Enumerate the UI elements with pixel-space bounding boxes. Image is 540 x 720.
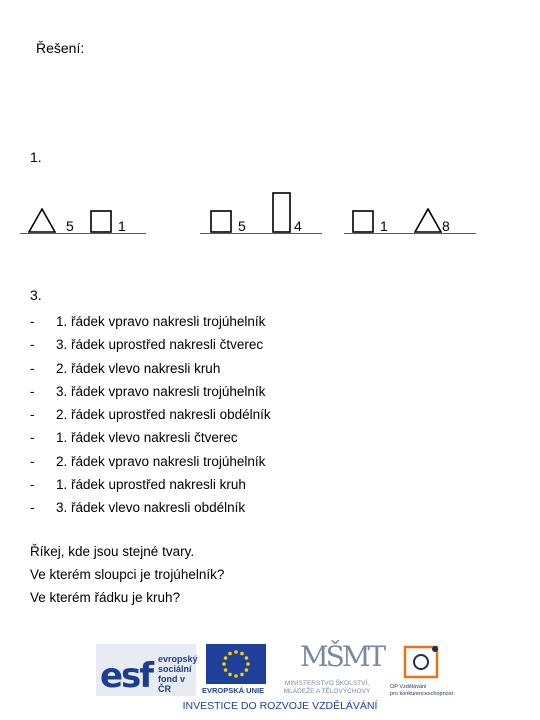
list-dash: - bbox=[30, 337, 35, 353]
instruction-text: 1. řádek uprostřed nakresli kruh bbox=[56, 477, 246, 493]
footer-logos bbox=[90, 638, 470, 718]
task-1-number: 1. bbox=[30, 149, 42, 165]
group-2-baseline bbox=[200, 233, 322, 234]
op-logo-icon bbox=[402, 644, 442, 680]
list-dash: - bbox=[30, 360, 35, 376]
msmt-logo: MŠMT bbox=[300, 640, 384, 673]
question-line: Říkej, kde jsou stejné tvary. bbox=[30, 544, 195, 559]
square-icon bbox=[352, 210, 374, 233]
group-1-label-1: 5 bbox=[66, 218, 74, 234]
instruction-text: 2. řádek vlevo nakresli kruh bbox=[56, 360, 221, 376]
list-dash: - bbox=[30, 477, 35, 493]
op-label-line: pro konkurenceschopnost bbox=[390, 691, 453, 697]
list-dash: - bbox=[30, 430, 35, 446]
square-icon bbox=[90, 210, 112, 233]
instruction-text: 3. řádek vlevo nakresli obdélník bbox=[56, 500, 246, 516]
esf-side-line: evropský bbox=[158, 654, 198, 664]
triangle-icon bbox=[414, 208, 442, 233]
solution-heading: Řešení: bbox=[36, 40, 85, 56]
triangle-icon bbox=[28, 208, 56, 233]
questions-block bbox=[30, 540, 224, 609]
instruction-text: 1. řádek vpravo nakresli trojúhelník bbox=[56, 314, 266, 329]
list-dash: - bbox=[30, 383, 35, 399]
eu-label: EVROPSKÁ UNIE bbox=[202, 686, 265, 695]
group-2-label-2: 4 bbox=[294, 218, 302, 234]
instruction-text: 2. řádek vpravo nakresli trojúhelník bbox=[56, 453, 266, 469]
investice-slogan: INVESTICE DO ROZVOJE VZDĚLÁVÁNÍ bbox=[182, 700, 378, 712]
esf-side-text bbox=[158, 654, 198, 694]
eu-flag-icon bbox=[206, 644, 266, 684]
question-line: Ve kterém sloupci je trojúhelník? bbox=[30, 567, 225, 582]
msmt-label-line: MLÁDEŽE A TĚLOVÝCHOVY bbox=[283, 688, 371, 695]
group-1-baseline bbox=[20, 233, 146, 234]
question-line: Ve kterém řádku je kruh? bbox=[30, 590, 181, 605]
esf-side-line: fond v ČR bbox=[158, 674, 185, 694]
task-3-number: 3. bbox=[30, 287, 42, 303]
group-1-label-2: 1 bbox=[118, 218, 126, 234]
list-dash: - bbox=[30, 500, 35, 516]
instruction-text: 3. řádek vpravo nakresli trojúhelník bbox=[56, 383, 266, 399]
eu-stars-icon bbox=[206, 644, 266, 684]
square-icon bbox=[210, 210, 232, 233]
esf-logo-text: esf bbox=[100, 656, 153, 696]
group-2-label-1: 5 bbox=[238, 218, 246, 234]
op-label-line: OP Vzdělávání bbox=[390, 684, 427, 690]
group-3-baseline bbox=[344, 233, 476, 234]
msmt-label bbox=[272, 680, 382, 696]
group-3-label-1: 1 bbox=[380, 218, 388, 234]
instruction-text: 2. řádek uprostřed nakresli obdélník bbox=[56, 407, 271, 423]
list-dash: - bbox=[30, 314, 35, 329]
list-dash: - bbox=[30, 453, 35, 469]
instruction-text: 1. řádek vlevo nakresli čtverec bbox=[56, 430, 238, 446]
msmt-label-line: MINISTERSTVO ŠKOLSTVÍ, bbox=[284, 680, 370, 687]
rectangle-icon bbox=[272, 192, 291, 233]
instruction-text: 3. řádek uprostřed nakresli čtverec bbox=[56, 337, 264, 353]
esf-logo bbox=[96, 644, 196, 696]
op-label bbox=[390, 684, 453, 698]
list-dash: - bbox=[30, 407, 35, 423]
esf-side-line: sociální bbox=[158, 664, 192, 674]
group-3-label-2: 8 bbox=[442, 218, 450, 234]
